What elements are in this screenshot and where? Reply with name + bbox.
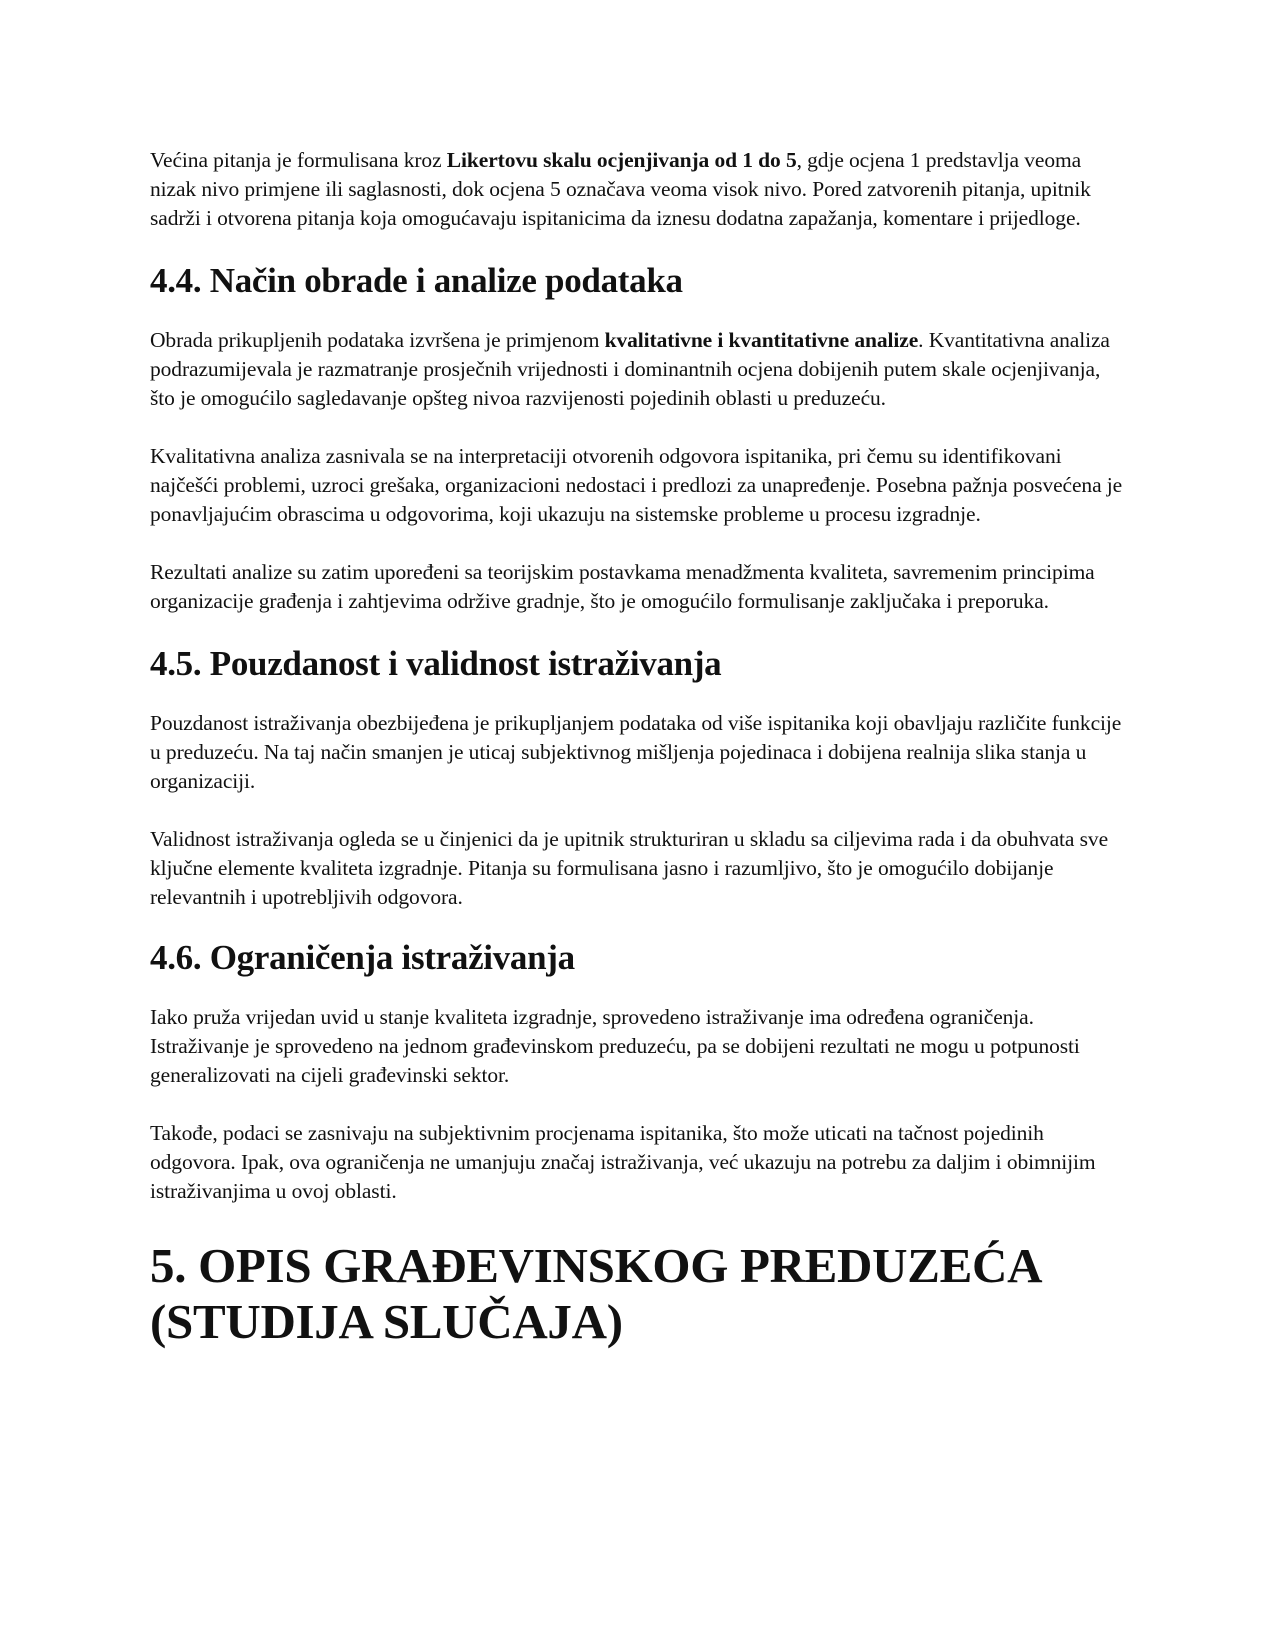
heading-4-6: 4.6. Ograničenja istraživanja: [150, 938, 575, 977]
paragraph: Obrada prikupljenih podataka izvršena je primjenom kvalitativne i kvantitativne analize. Kvantitativna analiza podrazumijevala je razmatranje prosječnih vrijednosti i dominantnih ocjena dobijenih putem skale ocjenjivanja, što je omogućilo sagledavanje opšteg nivoa razvijenosti pojedinih oblasti u preduzeću.: [150, 328, 1110, 410]
section-4-4-body: [150, 326, 1130, 616]
section-4-5-body: [150, 709, 1130, 912]
intro-paragraph: Većina pitanja je formulisana kroz Likertovu skalu ocjenjivanja od 1 do 5, gdje ocjena 1 predstavlja veoma nizak nivo primjene ili saglasnosti, dok ocjena 5 označava veoma visok nivo. Pored zatvorenih pitanja, upitnik sadrži i otvorena pitanja koja omogućavaju ispitanicima da iznesu dodatna zapažanja, komentare i prijedloge.: [150, 148, 1091, 230]
paragraph: Rezultati analize su zatim upoređeni sa teorijskim postavkama menadžmenta kvaliteta, savremenim principima organizacije građenja i zahtjevima održive gradnje, što je omogućilo formulisanje zaključaka i preporuka.: [150, 560, 1095, 613]
analysis-emphasis: kvalitativne i kvantitativne analize: [604, 328, 919, 352]
paragraph: Iako pruža vrijedan uvid u stanje kvaliteta izgradnje, sprovedeno istraživanje ima određena ograničenja. Istraživanje je sprovedeno na jednom građevinskom preduzeću, pa se dobijeni rezultati ne mogu u potpunosti generalizovati na cijeli građevinski sektor.: [150, 1005, 1080, 1087]
document-page: [150, 146, 1130, 1350]
likert-scale-emphasis: Likertovu skalu ocjenjivanja od 1 do 5: [446, 148, 797, 172]
heading-4-5: 4.5. Pouzdanost i validnost istraživanja: [150, 644, 722, 683]
paragraph: Kvalitativna analiza zasnivala se na interpretaciji otvorenih odgovora ispitanika, pri čemu su identifikovani najčešći problemi, uzroci grešaka, organizacioni nedostaci i predlozi za unapređenje. Posebna pažnja posvećena je ponavljajućim obrascima u odgovorima, koji ukazuju na sistemske probleme u procesu izgradnje.: [150, 444, 1123, 526]
heading-5: 5. OPIS GRAĐEVINSKOG PREDUZEĆA (STUDIJA SLUČAJA): [150, 1238, 1040, 1349]
section-4-6-body: [150, 1003, 1130, 1206]
paragraph: Pouzdanost istraživanja obezbijeđena je prikupljanjem podataka od više ispitanika koji obavljaju različite funkcije u preduzeću. Na taj način smanjen je uticaj subjektivnog mišljenja pojedinaca i dobijena realnija slika stanja u organizaciji.: [150, 711, 1122, 793]
paragraph: Validnost istraživanja ogleda se u činjenici da je upitnik strukturiran u skladu sa ciljevima rada i da obuhvata sve ključne elemente kvaliteta izgradnje. Pitanja su formulisana jasno i razumljivo, što je omogućilo dobijanje relevantnih i upotrebljivih odgovora.: [150, 827, 1109, 909]
paragraph: Takođe, podaci se zasnivaju na subjektivnim procjenama ispitanika, što može uticati na tačnost pojedinih odgovora. Ipak, ova ograničenja ne umanjuju značaj istraživanja, već ukazuju na potrebu za daljim i obimnijim istraživanjima u ovoj oblasti.: [150, 1121, 1096, 1203]
heading-4-4: 4.4. Način obrade i analize podataka: [150, 261, 683, 300]
